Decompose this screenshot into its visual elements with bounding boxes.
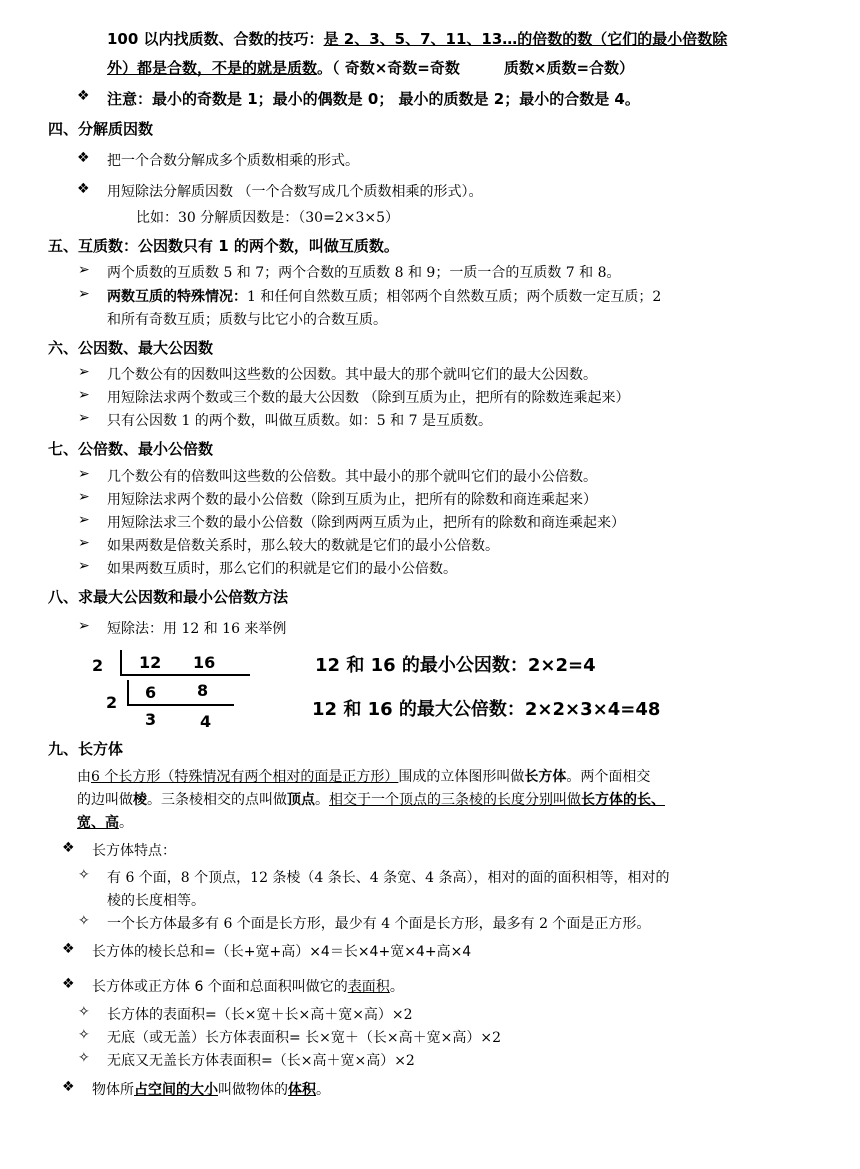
s9-text: 。 xyxy=(315,792,329,808)
s9-text: 围成的立体图形叫做 xyxy=(398,769,525,785)
quotient-6: 6 xyxy=(145,683,157,702)
star-bullet-icon: ✧ xyxy=(78,1050,90,1066)
division-bracket-vertical-1 xyxy=(120,650,122,676)
technique-text-2: 外）都是合数，不是的就是质数 xyxy=(107,59,318,77)
s7-item: 用短除法求两个数的最小公倍数（除到互质为止，把所有的除数和商连乘起来） xyxy=(107,492,597,508)
s9-surface-formula-3: 无底又无盖长方体表面积=（长×高＋宽×高）×2 xyxy=(107,1053,415,1069)
section-4-heading: 四、分解质因数 xyxy=(48,120,154,138)
quotient-8: 8 xyxy=(197,681,209,700)
s6-item: 几个数公有的因数叫这些数的公因数。其中最大的那个就叫它们的最大公因数。 xyxy=(107,367,597,383)
s4-example: 比如：30 分解质因数是：（30=2×3×5） xyxy=(136,210,399,226)
s4-item-1: 把一个合数分解成多个质数相乘的形式。 xyxy=(107,153,359,169)
s5-item-2-cont: 和所有奇数互质；质数与比它小的合数互质。 xyxy=(107,312,387,328)
s9-edge-sum: 长方体的棱长总和=（长+宽+高）×4＝长×4+宽×4+高×4 xyxy=(92,944,472,960)
s9-surface-formula-2: 无底（或无盖）长方体表面积= 长×宽＋（长×高＋宽×高）×2 xyxy=(107,1030,502,1046)
section-5-heading: 五、互质数：公因数只有 1 的两个数，叫做互质数。 xyxy=(48,237,399,255)
division-bracket-horizontal-2 xyxy=(127,704,234,706)
arrow-bullet-icon: ➢ xyxy=(78,286,90,302)
diamond-bullet-icon: ❖ xyxy=(62,976,75,992)
s9-text: 。两个面相交 xyxy=(566,769,651,785)
s6-item: 只有公因数 1 的两个数，叫做互质数。如：5 和 7 是互质数。 xyxy=(107,413,492,429)
technique-line-2 xyxy=(107,57,634,78)
s7-item: 如果两数互质时，那么它们的积就是它们的最小公倍数。 xyxy=(107,561,457,577)
s5-special-label: 两数互质的特殊情况： xyxy=(107,289,247,305)
star-bullet-icon: ✧ xyxy=(78,1004,90,1020)
s9-underlined-text: 6 个长方形（特殊情况有两个相对的面是正方形） xyxy=(91,769,399,785)
dividend-12: 12 xyxy=(139,653,162,672)
s6-item: 用短除法求两个数或三个数的最大公因数 （除到互质为止，把所有的除数连乘起来） xyxy=(107,390,630,406)
arrow-bullet-icon: ➢ xyxy=(78,558,90,574)
s9-text: 由 xyxy=(77,769,91,785)
section-9-heading: 九、长方体 xyxy=(48,740,124,758)
s9-text: 。 xyxy=(389,979,404,995)
divisor-1: 2 xyxy=(92,656,104,675)
s9-text: 。三条棱相交的点叫做 xyxy=(147,792,287,808)
s9-feature-1: 有 6 个面，8 个顶点，12 条棱（4 条长、4 条宽、4 条高），相对的面的面积相等，相对的 xyxy=(107,870,670,886)
arrow-bullet-icon: ➢ xyxy=(78,262,90,278)
s9-para-line-1 xyxy=(77,766,650,786)
section-8-heading: 八、求最大公因数和最小公倍数方法 xyxy=(48,588,289,606)
arrow-bullet-icon: ➢ xyxy=(78,410,90,426)
star-bullet-icon: ✧ xyxy=(78,867,90,883)
s9-text: 叫做物体的 xyxy=(218,1082,288,1098)
s9-text: 。 xyxy=(316,1082,330,1098)
divisor-2: 2 xyxy=(106,693,118,712)
diamond-bullet-icon: ❖ xyxy=(62,941,75,957)
s9-term-vertex: 顶点 xyxy=(287,792,315,808)
arrow-bullet-icon: ➢ xyxy=(78,512,90,528)
dividend-16: 16 xyxy=(193,653,216,672)
s9-text: 。 xyxy=(119,815,133,831)
arrow-bullet-icon: ➢ xyxy=(78,466,90,482)
s9-volume-underlined: 占空间的大小 xyxy=(134,1082,218,1098)
technique-text: 是 2、3、5、7、11、13…的倍数的数（它们的最小倍数除 xyxy=(323,30,728,48)
lcm-result: 12 和 16 的最大公倍数：2×2×3×4=48 xyxy=(312,699,661,720)
arrow-bullet-icon: ➢ xyxy=(78,535,90,551)
s9-term-edge: 棱 xyxy=(133,792,147,808)
arrow-bullet-icon: ➢ xyxy=(78,387,90,403)
technique-title: 100 以内找质数、合数的技巧： xyxy=(107,30,324,48)
division-bracket-vertical-2 xyxy=(127,680,129,706)
section-7-heading: 七、公倍数、最小公倍数 xyxy=(48,440,214,458)
quotient-4: 4 xyxy=(200,712,212,731)
arrow-bullet-icon: ➢ xyxy=(78,489,90,505)
s9-feature-2: 一个长方体最多有 6 个面是长方形，最少有 4 个面是长方形，最多有 2 个面是正方形。 xyxy=(107,916,651,932)
s9-term-cuboid: 长方体 xyxy=(524,769,567,785)
s9-surface-def xyxy=(92,976,404,996)
s7-item: 如果两数是倍数关系时，那么较大的数就是它们的最小公倍数。 xyxy=(107,538,499,554)
s9-para-line-3 xyxy=(77,812,133,832)
s9-para-line-2 xyxy=(77,789,665,809)
s7-item: 几个数公有的倍数叫这些数的公倍数。其中最小的那个就叫它们的最小公倍数。 xyxy=(107,469,597,485)
diamond-bullet-icon: ❖ xyxy=(62,1079,75,1095)
section-6-heading: 六、公因数、最大公因数 xyxy=(48,339,214,357)
note-line: 注意：最小的奇数是 1；最小的偶数是 0； 最小的质数是 2；最小的合数是 4。 xyxy=(107,90,640,108)
s9-term-volume: 体积 xyxy=(288,1082,316,1098)
star-bullet-icon: ✧ xyxy=(78,913,90,929)
s9-term-dimensions-cont: 宽、高 xyxy=(77,815,119,831)
s9-surface-formula-1: 长方体的表面积=（长×宽＋长×高＋宽×高）×2 xyxy=(107,1007,413,1023)
s9-volume-def xyxy=(92,1079,330,1099)
diamond-bullet-icon: ❖ xyxy=(77,88,90,104)
star-bullet-icon: ✧ xyxy=(78,1027,90,1043)
s9-text: 物体所 xyxy=(92,1082,134,1098)
arrow-bullet-icon: ➢ xyxy=(78,618,90,634)
diamond-bullet-icon: ❖ xyxy=(77,181,90,197)
s5-item-2 xyxy=(107,286,661,306)
s9-term-dimensions: 长方体的长、 xyxy=(581,792,665,808)
diamond-bullet-icon: ❖ xyxy=(77,150,90,166)
s9-underlined-text: 相交于一个顶点的三条棱的长度分别叫做 xyxy=(329,792,581,808)
prime-rule: 质数×质数=合数） xyxy=(503,59,635,77)
gcd-result: 12 和 16 的最小公因数：2×2=4 xyxy=(315,655,596,676)
technique-line-1 xyxy=(107,28,727,49)
odd-rule: 。（ 奇数×奇数=奇数 xyxy=(317,59,460,77)
s9-text: 的边叫做 xyxy=(77,792,133,808)
s9-text: 长方体或正方体 6 个面和总面积叫做它的 xyxy=(92,979,348,995)
s7-item: 用短除法求三个数的最小公倍数（除到两两互质为止，把所有的除数和商连乘起来） xyxy=(107,515,625,531)
s5-item-1: 两个质数的互质数 5 和 7；两个合数的互质数 8 和 9；一质一合的互质数 7 和 8。 xyxy=(107,265,621,281)
s9-term-surface-area: 表面积 xyxy=(347,979,390,995)
division-bracket-horizontal-1 xyxy=(120,674,250,676)
s4-item-2: 用短除法分解质因数 （一个合数写成几个质数相乘的形式）。 xyxy=(107,184,483,200)
s5-special-text: 1 和任何自然数互质；相邻两个自然数互质；两个质数一定互质；2 xyxy=(247,289,662,305)
s9-features-label: 长方体特点： xyxy=(92,843,176,859)
s8-item-1: 短除法：用 12 和 16 来举例 xyxy=(107,621,287,637)
arrow-bullet-icon: ➢ xyxy=(78,364,90,380)
s9-feature-1-cont: 棱的长度相等。 xyxy=(107,893,205,909)
quotient-3: 3 xyxy=(145,710,157,729)
diamond-bullet-icon: ❖ xyxy=(62,840,75,856)
